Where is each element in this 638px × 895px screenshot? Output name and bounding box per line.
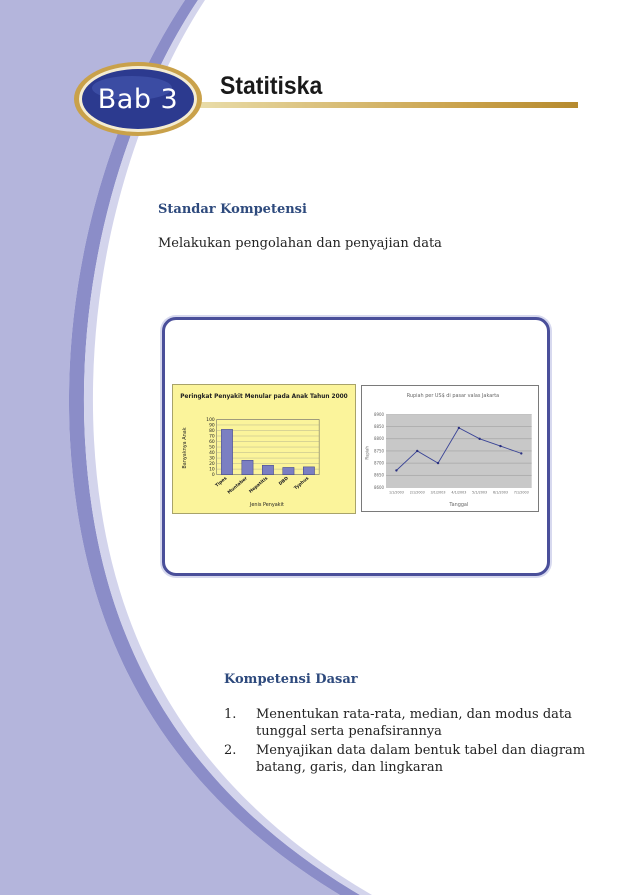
bar-chart-penyakit: [172, 384, 356, 514]
bar-chart-title: Peringkat Penyakit Menular pada Anak Tahun 2000: [180, 393, 348, 400]
line-chart-ytick: 8750: [374, 448, 385, 454]
bar-chart-ytick: 80: [209, 429, 215, 435]
bar-chart-ytick: 30: [209, 456, 215, 462]
line-chart-xtick: 7/1/2003: [513, 490, 529, 495]
bar-chart-ytick: 70: [209, 434, 215, 440]
line-chart-title: Rupiah per US$ di pasar valas Jakarta: [406, 392, 500, 399]
line-chart-point: [478, 438, 480, 440]
title-underline: [200, 102, 578, 108]
line-chart-point: [520, 452, 522, 454]
bar-chart-xtick: DBD: [278, 476, 290, 487]
bar-chart-ylabel: Banyaknya Anak: [182, 427, 189, 469]
bar-chart-ytick: 50: [209, 445, 215, 451]
list-item: [224, 742, 594, 776]
line-chart-ytick: 8600: [374, 484, 385, 490]
standar-kompetensi-text: Melakukan pengolahan dan penyajian data: [158, 236, 442, 251]
list-item-number: 1.: [224, 707, 237, 722]
line-chart-ytick: 8850: [374, 424, 385, 430]
line-chart-rupiah: [361, 385, 539, 512]
line-chart-point: [437, 462, 439, 464]
line-chart-xtick: 2/1/2003: [409, 490, 425, 495]
line-chart-point: [499, 445, 501, 447]
bar-chart-xtick: Typhus: [293, 476, 311, 492]
line-chart-xtick: 4/1/2003: [451, 490, 467, 495]
bar-chart-ytick: 20: [209, 462, 215, 468]
line-chart-ytick: 8650: [374, 472, 385, 478]
line-chart-xtick: 6/1/2003: [493, 490, 508, 495]
bar-chart-ytick: 10: [209, 467, 215, 473]
bar-chart-bar: [303, 467, 314, 475]
line-chart-ytick: 8900: [374, 411, 385, 417]
bar-chart-bar: [221, 429, 232, 474]
list-item: [224, 706, 594, 740]
chapter-badge-label: Bab 3: [97, 83, 179, 115]
chapter-title: Statitiska: [220, 72, 323, 100]
bar-chart-ytick: 0: [211, 473, 215, 479]
bar-chart-bar: [262, 465, 273, 474]
line-chart-point: [395, 469, 397, 471]
line-chart-ytick: 8800: [374, 436, 385, 442]
line-chart-xtick: 3/1/2003: [430, 490, 446, 495]
bar-chart-bar: [242, 460, 253, 474]
list-item-number: 2.: [224, 743, 237, 758]
line-chart-xlabel: Tanggal: [449, 502, 469, 509]
bar-chart-ytick: 100: [206, 418, 215, 424]
list-item-text: Menyajikan data dalam bentuk tabel dan diagram batang, garis, dan lingkaran: [256, 743, 586, 775]
line-chart-point: [416, 450, 418, 452]
bar-chart-xlabel: Jenis Penyakit: [249, 502, 284, 509]
bar-chart-bar: [283, 467, 294, 474]
bar-chart-ytick: 60: [209, 440, 215, 446]
standar-kompetensi-heading: Standar Kompetensi: [158, 202, 307, 217]
line-chart-xtick: 5/1/2003: [472, 490, 488, 495]
bar-chart-xtick: Tipes: [214, 476, 229, 489]
bar-chart-xtick: Muntaber: [227, 476, 249, 496]
line-chart-point: [458, 427, 460, 429]
bar-chart-ytick: 90: [209, 423, 215, 429]
bar-chart-ytick: 40: [209, 451, 215, 457]
kompetensi-dasar-list: [224, 706, 594, 778]
bar-chart-xtick: Hepatitis: [248, 476, 270, 495]
list-item-text: Menentukan rata-rata, median, dan modus data tunggal serta penafsirannya: [256, 707, 572, 739]
kompetensi-dasar-heading: Kompetensi Dasar: [224, 672, 358, 687]
line-chart-ytick: 8700: [374, 460, 385, 466]
line-chart-xtick: 1/1/2003: [388, 490, 404, 495]
line-chart-ylabel: Rupiah: [364, 446, 370, 460]
